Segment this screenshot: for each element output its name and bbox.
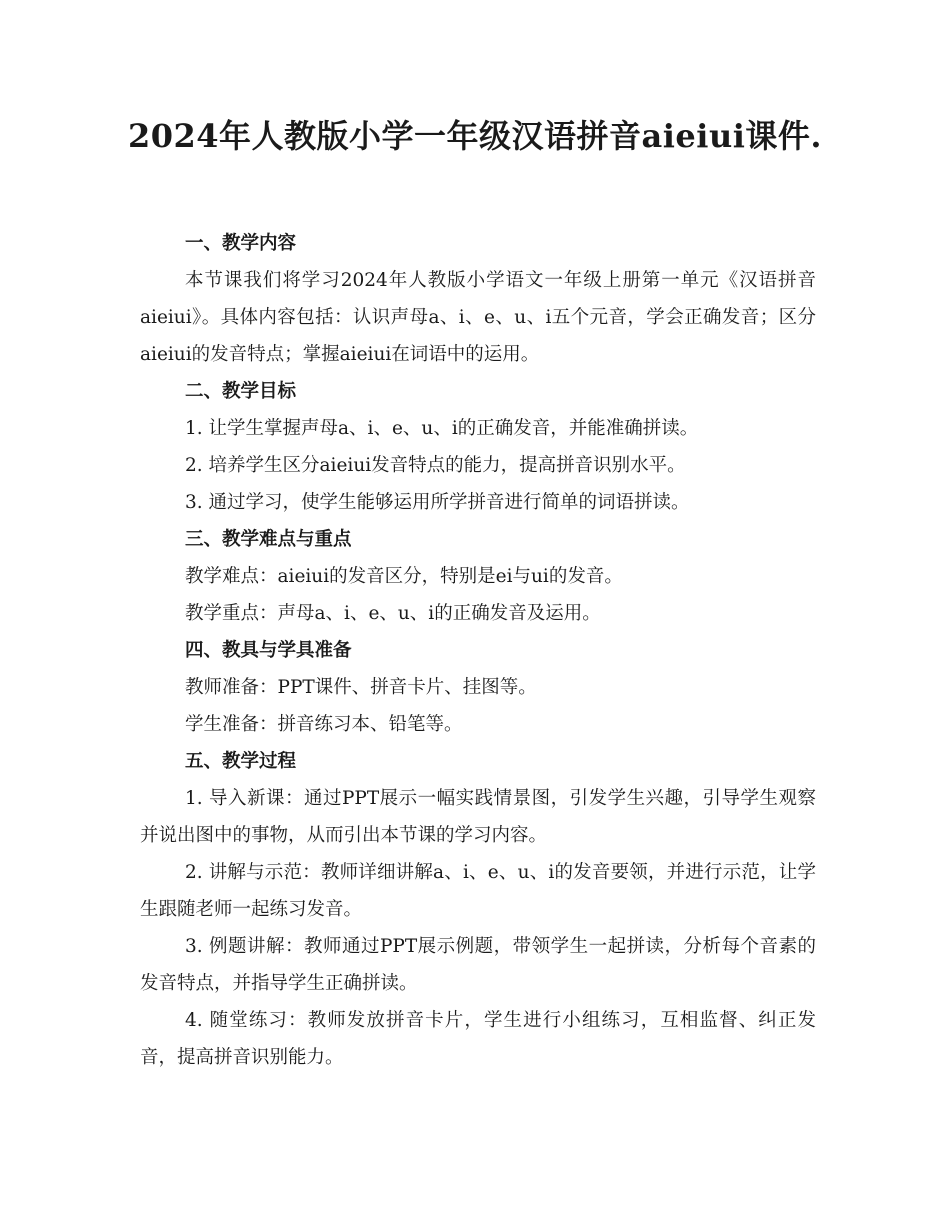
paragraph: 学生准备：拼音练习本、铅笔等。	[185, 714, 463, 735]
paragraph: 1. 导入新课：通过PPT展示一幅实践情景图，引发学生兴趣，引导学生观察并说出图中的事物，从而引出本节课的学习内容。	[140, 788, 816, 846]
section-heading-materials: 四、教具与学具准备	[185, 640, 352, 661]
paragraph: 教学重点：声母a、i、e、u、i的正确发音及运用。	[185, 603, 601, 624]
paragraph: 教师准备：PPT课件、拼音卡片、挂图等。	[185, 677, 537, 698]
paragraph: 2. 培养学生区分aieiui发音特点的能力，提高拼音识别水平。	[185, 455, 686, 476]
document-body	[140, 225, 816, 1076]
section-heading-process: 五、教学过程	[185, 751, 297, 772]
document-title: 2024年人教版小学一年级汉语拼音aieiui课件.	[127, 117, 823, 155]
paragraph: 教学难点：aieiui的发音区分，特别是ei与ui的发音。	[185, 566, 623, 587]
paragraph: 本节课我们将学习2024年人教版小学语文一年级上册第一单元《汉语拼音aieiui》。具体内容包括：认识声母a、i、e、u、i五个元音，学会正确发音；区分aieiui的发音特点；掌握aieiui在词语中的运用。	[140, 270, 816, 365]
paragraph: 1. 让学生掌握声母a、i、e、u、i的正确发音，并能准确拼读。	[185, 418, 699, 439]
paragraph: 3. 例题讲解：教师通过PPT展示例题，带领学生一起拼读，分析每个音素的发音特点，并指导学生正确拼读。	[140, 936, 816, 994]
paragraph: 3. 通过学习，使学生能够运用所学拼音进行简单的词语拼读。	[185, 492, 690, 513]
paragraph: 4. 随堂练习：教师发放拼音卡片，学生进行小组练习，互相监督、纠正发音，提高拼音识别能力。	[140, 1010, 816, 1068]
section-heading-objectives: 二、教学目标	[185, 381, 297, 402]
paragraph: 2. 讲解与示范：教师详细讲解a、i、e、u、i的发音要领，并进行示范，让学生跟随老师一起练习发音。	[140, 862, 816, 920]
section-heading-key-points: 三、教学难点与重点	[185, 529, 352, 550]
section-heading-content: 一、教学内容	[185, 233, 297, 254]
